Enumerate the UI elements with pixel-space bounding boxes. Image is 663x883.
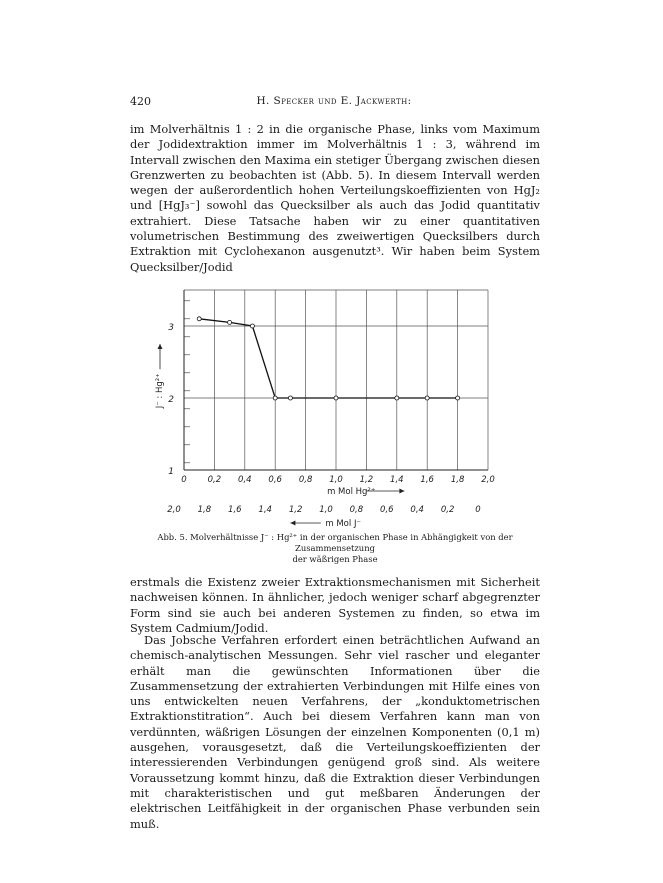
x-tick-label: 1,6 bbox=[420, 475, 434, 485]
paragraph-3 bbox=[130, 633, 540, 832]
caption-line-2: der wäßrigen Phase bbox=[292, 554, 378, 564]
x-tick-label-secondary: 0,8 bbox=[349, 505, 364, 515]
page-header bbox=[130, 95, 538, 111]
x-tick-label-secondary: 2,0 bbox=[167, 505, 181, 515]
data-point bbox=[288, 396, 292, 400]
x-axis-label-secondary: m Mol J⁻ bbox=[325, 519, 361, 529]
x-tick-label: 0 bbox=[181, 475, 187, 485]
x-tick-label: 1,8 bbox=[450, 475, 465, 485]
x-tick-label: 0,2 bbox=[207, 475, 222, 485]
y-tick-label: 3 bbox=[168, 323, 174, 333]
x-axis-arrowhead bbox=[399, 489, 404, 494]
y-axis-arrowhead bbox=[158, 344, 163, 349]
x-tick-label: 0,4 bbox=[238, 475, 252, 485]
data-point bbox=[197, 317, 201, 321]
x-tick-label: 0,8 bbox=[298, 475, 313, 485]
paragraph-text: im Molverhältnis 1 : 2 in die organische Phase, links vom Maximum der Jodidextraktion immer im Molverhältnis 1 : 3, während im Intervall zwischen den Maxima ein stetiger Übergang zwischen diesen Grenzwerten zu beobachten ist (Abb. 5). In diesem Intervall werden wegen der außerordentlich hohen Verteilungskoeffizienten von HgJ₂ und [HgJ₃⁻] sowohl das Quecksilber als auch das Jodid quantitativ extrahiert. Diese Tatsache haben wir zu einer quantitativen volumetrischen Bestimmung des zweiwertigen Quecksilbers durch Extraktion mit Cyclohexanon ausgenutzt³. Wir haben beim System Quecksilber/Jodid bbox=[130, 122, 540, 274]
paragraph-text: Das Jobsche Verfahren erfordert einen beträchtlichen Aufwand an chemisch-analytischen Messungen. Sehr viel rascher und eleganter erhält man die gewünschten Informationen über die Zusammensetzung der extrahierten Verbindungen mit Hilfe eines von uns entwickelten neuen Verfahrens, der „konduktometrischen Extraktionstitration“. Auch bei diesem Verfahren kann man von verdünnten, wäßrigen Lösungen der einzelnen Komponenten (0,1 m) ausgehen, vorausgesetzt, daß die Verteilungskoeffizienten der interessierenden Verbindungen genügend groß sind. Als weitere Voraussetzung kommt hinzu, daß die Extraktion dieser Verbindungen mit charakteristischen und gut meßbaren Änderungen der elektrischen Leitfähigkeit in der organischen Phase verbunden sein muß. bbox=[130, 633, 540, 831]
data-point bbox=[395, 396, 399, 400]
x-tick-label-secondary: 0 bbox=[475, 505, 481, 515]
x-tick-label-secondary: 0,2 bbox=[440, 505, 455, 515]
x-tick-label: 1,0 bbox=[329, 475, 343, 485]
paragraph-1 bbox=[130, 122, 540, 275]
x-tick-label-secondary: 1,6 bbox=[228, 505, 242, 515]
x-secondary-arrowhead bbox=[290, 521, 295, 526]
data-point bbox=[456, 396, 460, 400]
x-tick-label-secondary: 1,4 bbox=[258, 505, 272, 515]
chart-grid bbox=[184, 290, 488, 470]
x-tick-label-secondary: 0,6 bbox=[380, 505, 394, 515]
series-line bbox=[199, 319, 457, 398]
data-point bbox=[334, 396, 338, 400]
figure-chart bbox=[150, 282, 520, 532]
page-number: 420 bbox=[130, 95, 151, 108]
x-tick-label: 2,0 bbox=[481, 475, 495, 485]
x-tick-label: 1,4 bbox=[390, 475, 404, 485]
data-point bbox=[228, 320, 232, 324]
running-head: H. Specker und E. Jackwerth: bbox=[256, 95, 412, 107]
data-point bbox=[250, 324, 254, 328]
y-tick-label: 1 bbox=[168, 467, 174, 477]
x-tick-label: 1,2 bbox=[359, 475, 374, 485]
x-tick-label-secondary: 1,0 bbox=[319, 505, 333, 515]
x-tick-label-secondary: 0,4 bbox=[410, 505, 424, 515]
chart-marks bbox=[197, 317, 459, 400]
paragraph-text: erstmals die Existenz zweier Extraktionsmechanismen mit Sicherheit nachweisen können. In ähnlicher, jedoch weniger scharf abgegrenzter Form sind sie auch bei anderen Systemen zu finden, so etwa im System Cadmium/Jodid. bbox=[130, 575, 540, 635]
y-axis-label: J⁻ : Hg²⁺ bbox=[155, 373, 165, 409]
x-tick-label-secondary: 1,2 bbox=[288, 505, 303, 515]
figure-caption bbox=[130, 532, 540, 565]
x-tick-label: 0,6 bbox=[268, 475, 282, 485]
y-tick-label: 2 bbox=[168, 395, 174, 405]
chart-labels bbox=[155, 323, 495, 529]
data-point bbox=[273, 396, 277, 400]
x-axis-label: m Mol Hg²⁺ bbox=[327, 487, 376, 497]
paragraph-2 bbox=[130, 575, 540, 636]
data-point bbox=[425, 396, 429, 400]
x-tick-label-secondary: 1,8 bbox=[197, 505, 212, 515]
caption-line-1: Abb. 5. Molverhältnisse J⁻ : Hg²⁺ in der organischen Phase in Abhängigkeit von der Zusammensetzung bbox=[157, 532, 513, 553]
